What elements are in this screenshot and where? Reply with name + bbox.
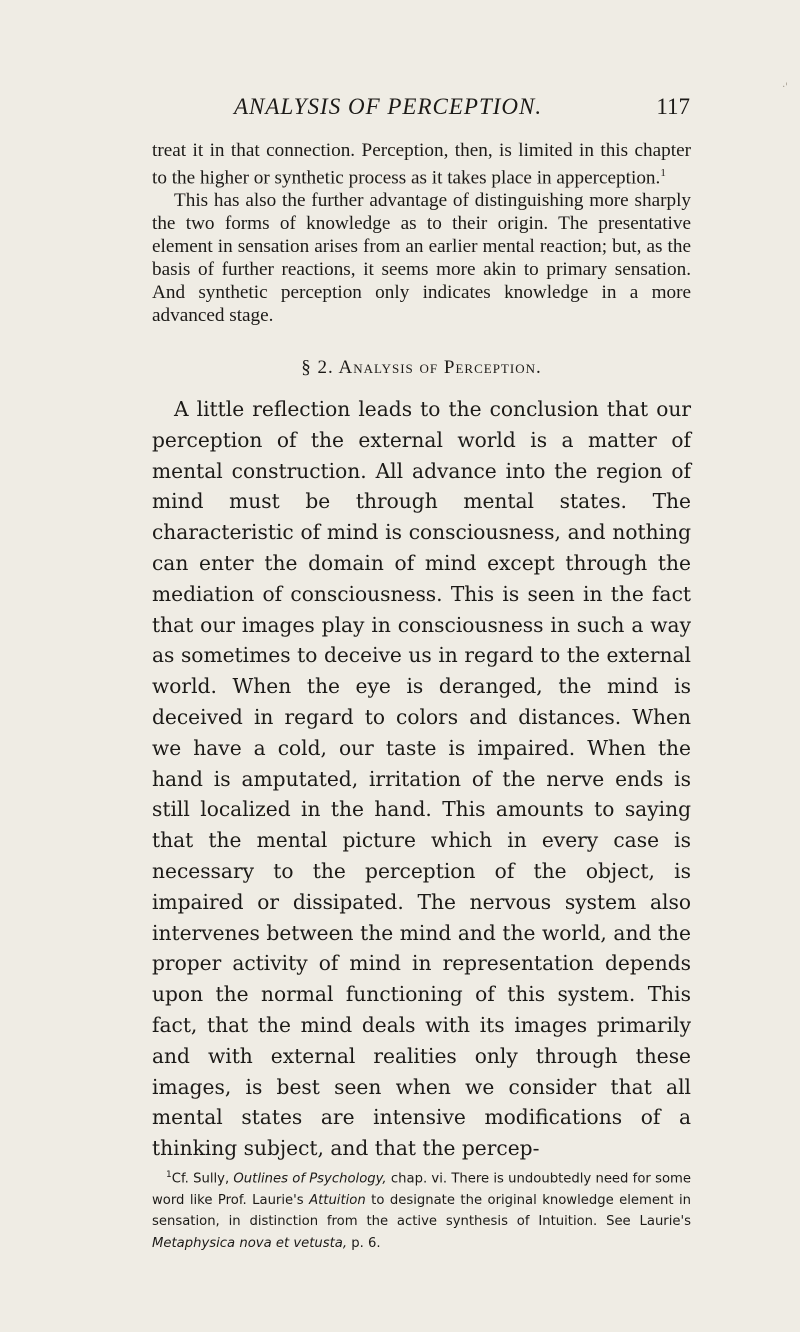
running-head: ANALYSIS OF PERCEPTION. — [234, 94, 543, 119]
page-corner-mark: ·' — [782, 82, 788, 93]
footnote-part-1: Cf. Sully, — [171, 1171, 234, 1187]
footnote — [152, 1165, 691, 1254]
footnote-mark: 1 — [166, 1170, 172, 1180]
page-number: 117 — [656, 94, 690, 119]
section-heading: § 2. Analysis of Perception. — [301, 357, 542, 378]
footnote-title-3: Metaphysica nova et vetusta, — [152, 1235, 348, 1251]
footnote-title-2: Attuition — [309, 1192, 366, 1208]
footnote-title-1: Outlines of Psychology, — [233, 1171, 387, 1187]
page-header — [234, 94, 690, 126]
intro-paragraph-2: This has also the further advantage of distinguishing more sharply the two forms of knowledge as to their origin. The presentative element in sensation arises from an earlier mental reaction; but, as the basis of further reactions, it seems more akin to primary sensation. And synthetic perception only indicates knowledge in a more advanced stage. — [152, 190, 691, 327]
footnote-part-3: to designate the original knowledge element in sensation, in distinction from the active synthesis of Intuition. See Laurie's — [152, 1192, 691, 1230]
intro-text — [152, 139, 691, 327]
footnote-paragraph — [152, 1165, 691, 1254]
main-paragraph: A little reflection leads to the conclusion that our perception of the external world is a matter of mental construction. All advance into the region of mind must be through mental states. The characteristic of mind is consciousness, and nothing can enter the domain of mind except through the mediation of consciousness. This is seen in the fact that our images play in consciousness in such a way as sometimes to deceive us in regard to the external world. When the eye is deranged, the mind is deceived in regard to colors and distances. When we have a cold, our taste is impaired. When the hand is amputated, irritation of the nerve ends is still localized in the hand. This amounts to saying that the mental picture which in every case is necessary to the perception of the object, is impaired or dissipated. The nervous system also intervenes between the mind and the world, and the proper activity of mind in representation depends upon the normal functioning of this system. This fact, that the mind deals with its images primarily and with external realities only through these images, is best seen when we consider that all mental states are intensive modifications of a thinking subject, and that the percep- — [152, 397, 691, 1161]
footnote-part-4: p. 6. — [347, 1235, 381, 1251]
intro-paragraph-1 — [152, 139, 691, 189]
footnote-part-2: chap. vi. There is undoubtedly need for some word like Prof. Laurie's — [152, 1171, 691, 1208]
footnote-reference: 1 — [660, 167, 666, 179]
main-text — [152, 394, 691, 1164]
intro-paragraph-1-text: treat it in that connection. Perception, then, is limited in this chapter to the higher or synthetic process as it takes place in apperception. — [152, 140, 691, 189]
